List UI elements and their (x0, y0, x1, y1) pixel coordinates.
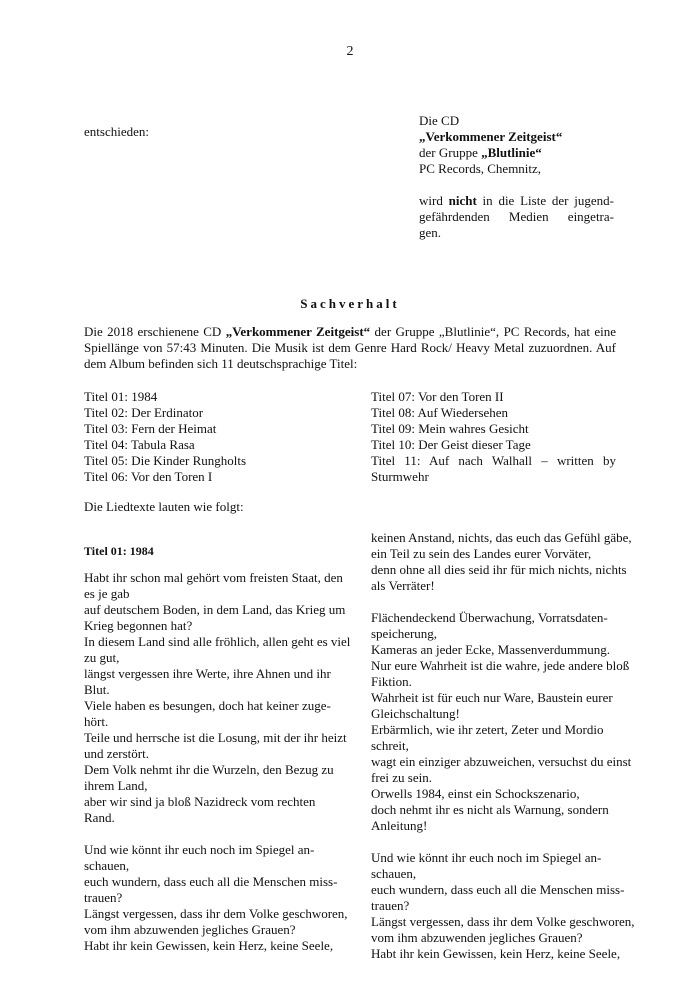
verdict-pre: wird (419, 193, 449, 208)
lyric-line: Wahrheit ist für euch nur Ware, Baustein eurer (371, 690, 613, 705)
decided-label: entschieden: (84, 124, 149, 139)
decision-line-cd: Die CD (419, 113, 460, 128)
lyric-line: und zerstört. (84, 746, 149, 761)
lyric-line: ihrem Land, (84, 778, 148, 793)
intro-text-post: der Gruppe „Blutlinie“, PC Records, hat eine Spiellänge von 57:43 Minuten. Die Musik ist dem Genre Hard Rock/ Heavy Metal zuzuordnen. Auf dem Album befinden sich 11 deutschsprachige Titel: (84, 324, 616, 371)
lyric-line: speicherung, (371, 626, 438, 641)
lyric-line: Viele haben es besungen, doch hat keiner zuge- (84, 698, 331, 713)
lyric-line: Blut. (84, 682, 110, 697)
decision-band-line (419, 145, 614, 161)
lyric-line: Längst vergessen, dass ihr dem Volke geschworen, (371, 914, 635, 929)
band-name: „Blutlinie“ (481, 145, 542, 160)
lyric-line: wagt ein einziger abzuweichen, versuchst du einst (371, 754, 632, 769)
lyric-line: euch wundern, dass euch all die Menschen miss- (84, 874, 338, 889)
intro-text-pre: Die 2018 erschienene CD (84, 324, 226, 339)
lyrics-column-left (84, 570, 351, 954)
intro-paragraph (84, 324, 616, 372)
lyric-line: zu gut, (84, 650, 120, 665)
decision-label-line: PC Records, Chemnitz, (419, 161, 542, 176)
lyric-line: keinen Anstand, nichts, das euch das Gefühl gäbe, (371, 530, 632, 545)
lyric-line: Und wie könnt ihr euch noch im Spiegel an- (371, 850, 602, 865)
lyric-line: schauen, (371, 866, 417, 881)
lyric-line: trauen? (84, 890, 123, 905)
lyrics-column-right (371, 530, 635, 962)
verdict-line-2: gefährdenden Medien eingetra- (419, 209, 614, 224)
track-item: Titel 09: Mein wahres Gesicht (371, 421, 529, 436)
lyric-line: schreit, (371, 738, 409, 753)
song-title: Titel 01: 1984 (84, 544, 154, 558)
lyric-line: Krieg begonnen hat? (84, 618, 193, 633)
lyric-line: Dem Volk nehmt ihr die Wurzeln, den Bezug zu (84, 762, 334, 777)
lyric-line: Fiktion. (371, 674, 412, 689)
decision-block (419, 113, 614, 241)
verdict-post: in die Liste der jugend- (476, 193, 614, 208)
lyric-line: Habt ihr kein Gewissen, kein Herz, keine Seele, (371, 946, 621, 961)
lyric-line: es je gab (84, 586, 130, 601)
lyric-line: Habt ihr kein Gewissen, kein Herz, keine Seele, (84, 938, 334, 953)
tracklist-right (371, 389, 616, 485)
verdict-line-3: gen. (419, 225, 442, 240)
lyric-line: hört. (84, 714, 109, 729)
verdict-line-1 (419, 193, 614, 209)
track-item: Titel 08: Auf Wiedersehen (371, 405, 509, 420)
lyric-line: längst vergessen ihre Werte, ihre Ahnen und ihr (84, 666, 331, 681)
stanza-break (371, 834, 616, 850)
track-item: Titel 04: Tabula Rasa (84, 437, 195, 452)
intro-album-bold: „Verkommener Zeitgeist“ (225, 324, 371, 339)
decision-album-title (419, 129, 614, 145)
track-item: Titel 02: Der Erdinator (84, 405, 204, 420)
lyric-line: ein Teil zu sein des Landes eurer Vorväter, (371, 546, 592, 561)
lyric-line: Längst vergessen, dass ihr dem Volke geschworen, (84, 906, 348, 921)
section-heading: Sachverhalt (300, 296, 400, 311)
verdict-bold: nicht (448, 193, 477, 208)
lyric-line: Orwells 1984, einst ein Schockszenario, (371, 786, 580, 801)
stanza-break (371, 594, 616, 610)
track-item: Titel 07: Vor den Toren II (371, 389, 504, 404)
lyric-line: Teile und herrsche ist die Losung, mit der ihr heizt (84, 730, 347, 745)
lyric-line: vom ihm abzuwenden jegliches Grauen? (371, 930, 583, 945)
lyric-line: auf deutschem Boden, in dem Land, das Krieg um (84, 602, 346, 617)
lyric-line: Rand. (84, 810, 115, 825)
album-title-bold: „Verkommener Zeitgeist“ (419, 129, 563, 144)
lyric-line: Gleichschaltung! (371, 706, 460, 721)
lyric-line: frei zu sein. (371, 770, 433, 785)
lyric-line: trauen? (371, 898, 410, 913)
lyric-line: schauen, (84, 858, 130, 873)
lyric-line: In diesem Land sind alle fröhlich, allen geht es viel (84, 634, 351, 649)
lyric-line: Habt ihr schon mal gehört vom freisten Staat, den (84, 570, 343, 585)
track-item: Titel 01: 1984 (84, 389, 158, 404)
track-item: Titel 05: Die Kinder Rungholts (84, 453, 247, 468)
lyric-line: Flächendeckend Überwachung, Vorratsdaten- (371, 610, 608, 625)
track-item-11-cont: Sturmwehr (371, 469, 429, 484)
lyric-line: Nur eure Wahrheit ist die wahre, jede andere bloß (371, 658, 630, 673)
lyric-line: Erbärmlich, wie ihr zetert, Zeter und Mordio (371, 722, 604, 737)
page-number: 2 (346, 44, 354, 59)
track-item: Titel 10: Der Geist dieser Tage (371, 437, 531, 452)
lyric-line: Anleitung! (371, 818, 428, 833)
lyric-line: vom ihm abzuwenden jegliches Grauen? (84, 922, 296, 937)
lyrics-intro: Die Liedtexte lauten wie folgt: (84, 499, 244, 514)
tracklist-left (84, 389, 324, 485)
lyric-line: doch nehmt ihr es nicht als Warnung, sondern (371, 802, 609, 817)
band-prefix: der Gruppe (419, 145, 482, 160)
lyric-line: aber wir sind ja bloß Nazidreck vom rechten (84, 794, 316, 809)
lyric-line: Kameras an jeder Ecke, Massenverdummung. (371, 642, 610, 657)
lyric-line: euch wundern, dass euch all die Menschen miss- (371, 882, 625, 897)
track-item: Titel 03: Fern der Heimat (84, 421, 217, 436)
lyric-line: denn ohne all dies seid ihr für mich nichts, nichts (371, 562, 627, 577)
track-item-11: Titel 11: Auf nach Walhall – written by (371, 453, 616, 468)
lyric-line: als Verräter! (371, 578, 435, 593)
lyric-line: Und wie könnt ihr euch noch im Spiegel an- (84, 842, 315, 857)
stanza-break (84, 826, 329, 842)
track-item: Titel 06: Vor den Toren I (84, 469, 213, 484)
